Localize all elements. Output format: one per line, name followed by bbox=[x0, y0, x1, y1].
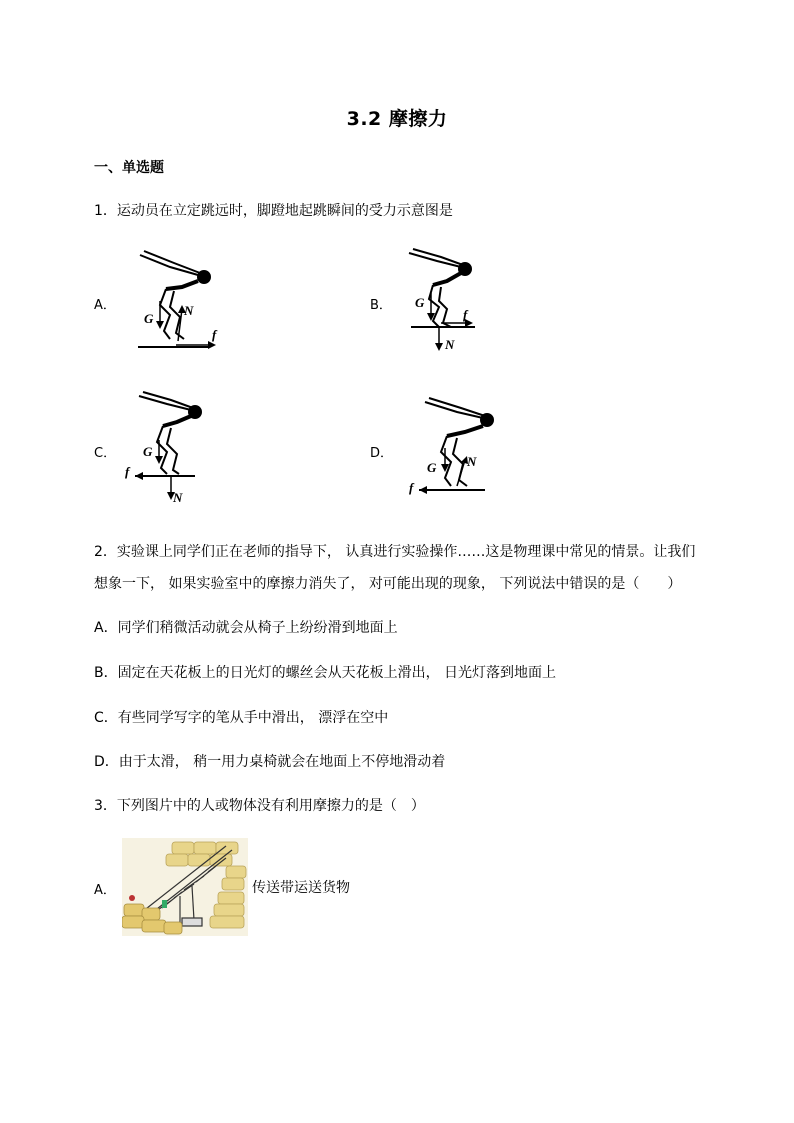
q1-option-b-label: B． bbox=[370, 298, 392, 313]
n-force-label: N bbox=[467, 454, 477, 469]
q1-option-d-figure[interactable] bbox=[405, 390, 515, 505]
g-force-label: G bbox=[415, 295, 425, 310]
question-1-stem: 1．运动员在立定跳远时，脚蹬地起跳瞬间的受力示意图是 bbox=[94, 203, 453, 219]
q1-option-d-label: D． bbox=[370, 446, 394, 461]
question-2-stem-line-1: 2．实验课上同学们正在老师的指导下， 认真进行实验操作……这是物理课中常见的情景。让我们 bbox=[94, 544, 696, 560]
f-force-label: f bbox=[125, 464, 130, 479]
jumper-figure-icon bbox=[139, 392, 201, 474]
page-title: 3.2 摩擦力 bbox=[346, 108, 448, 130]
section-heading: 一、单选题 bbox=[94, 160, 164, 176]
q3-option-a-label: A． bbox=[94, 883, 116, 898]
q2-option-a[interactable]: A．同学们稍微活动就会从椅子上纷纷滑到地面上 bbox=[94, 620, 398, 636]
q1-option-b-figure[interactable] bbox=[405, 245, 505, 355]
g-force-label: G bbox=[143, 444, 153, 459]
q3-option-a-conveyor-image[interactable] bbox=[122, 838, 248, 936]
n-force-label: N bbox=[173, 490, 183, 505]
q2-option-c[interactable]: C．有些同学写字的笔从手中滑出， 漂浮在空中 bbox=[94, 710, 389, 726]
n-force-label: N bbox=[184, 303, 194, 318]
q2-option-d[interactable]: D．由于太滑， 稍一用力桌椅就会在地面上不停地滑动着 bbox=[94, 754, 446, 770]
q1-option-a-label: A． bbox=[94, 298, 116, 313]
q1-option-c-figure[interactable] bbox=[125, 390, 215, 510]
q1-option-c-label: C． bbox=[94, 446, 117, 461]
question-2-stem-line-2: 想象一下， 如果实验室中的摩擦力消失了， 对可能出现的现象， 下列说法中错误的是（ ） bbox=[94, 576, 682, 592]
q2-option-b[interactable]: B．固定在天花板上的日光灯的螺丝会从天花板上滑出， 日光灯落到地面上 bbox=[94, 665, 557, 681]
n-force-label: N bbox=[445, 337, 455, 352]
f-force-label: f bbox=[212, 327, 217, 342]
question-3-stem: 3．下列图片中的人或物体没有利用摩擦力的是（ ） bbox=[94, 798, 425, 814]
q1-option-a-figure[interactable] bbox=[130, 245, 230, 355]
f-force-label: f bbox=[409, 480, 414, 495]
jumper-figure-icon bbox=[409, 249, 471, 327]
g-force-label: G bbox=[427, 460, 437, 475]
q3-option-a-caption: 传送带运送货物 bbox=[252, 880, 350, 896]
g-force-label: G bbox=[144, 311, 154, 326]
f-force-label: f bbox=[463, 307, 468, 322]
